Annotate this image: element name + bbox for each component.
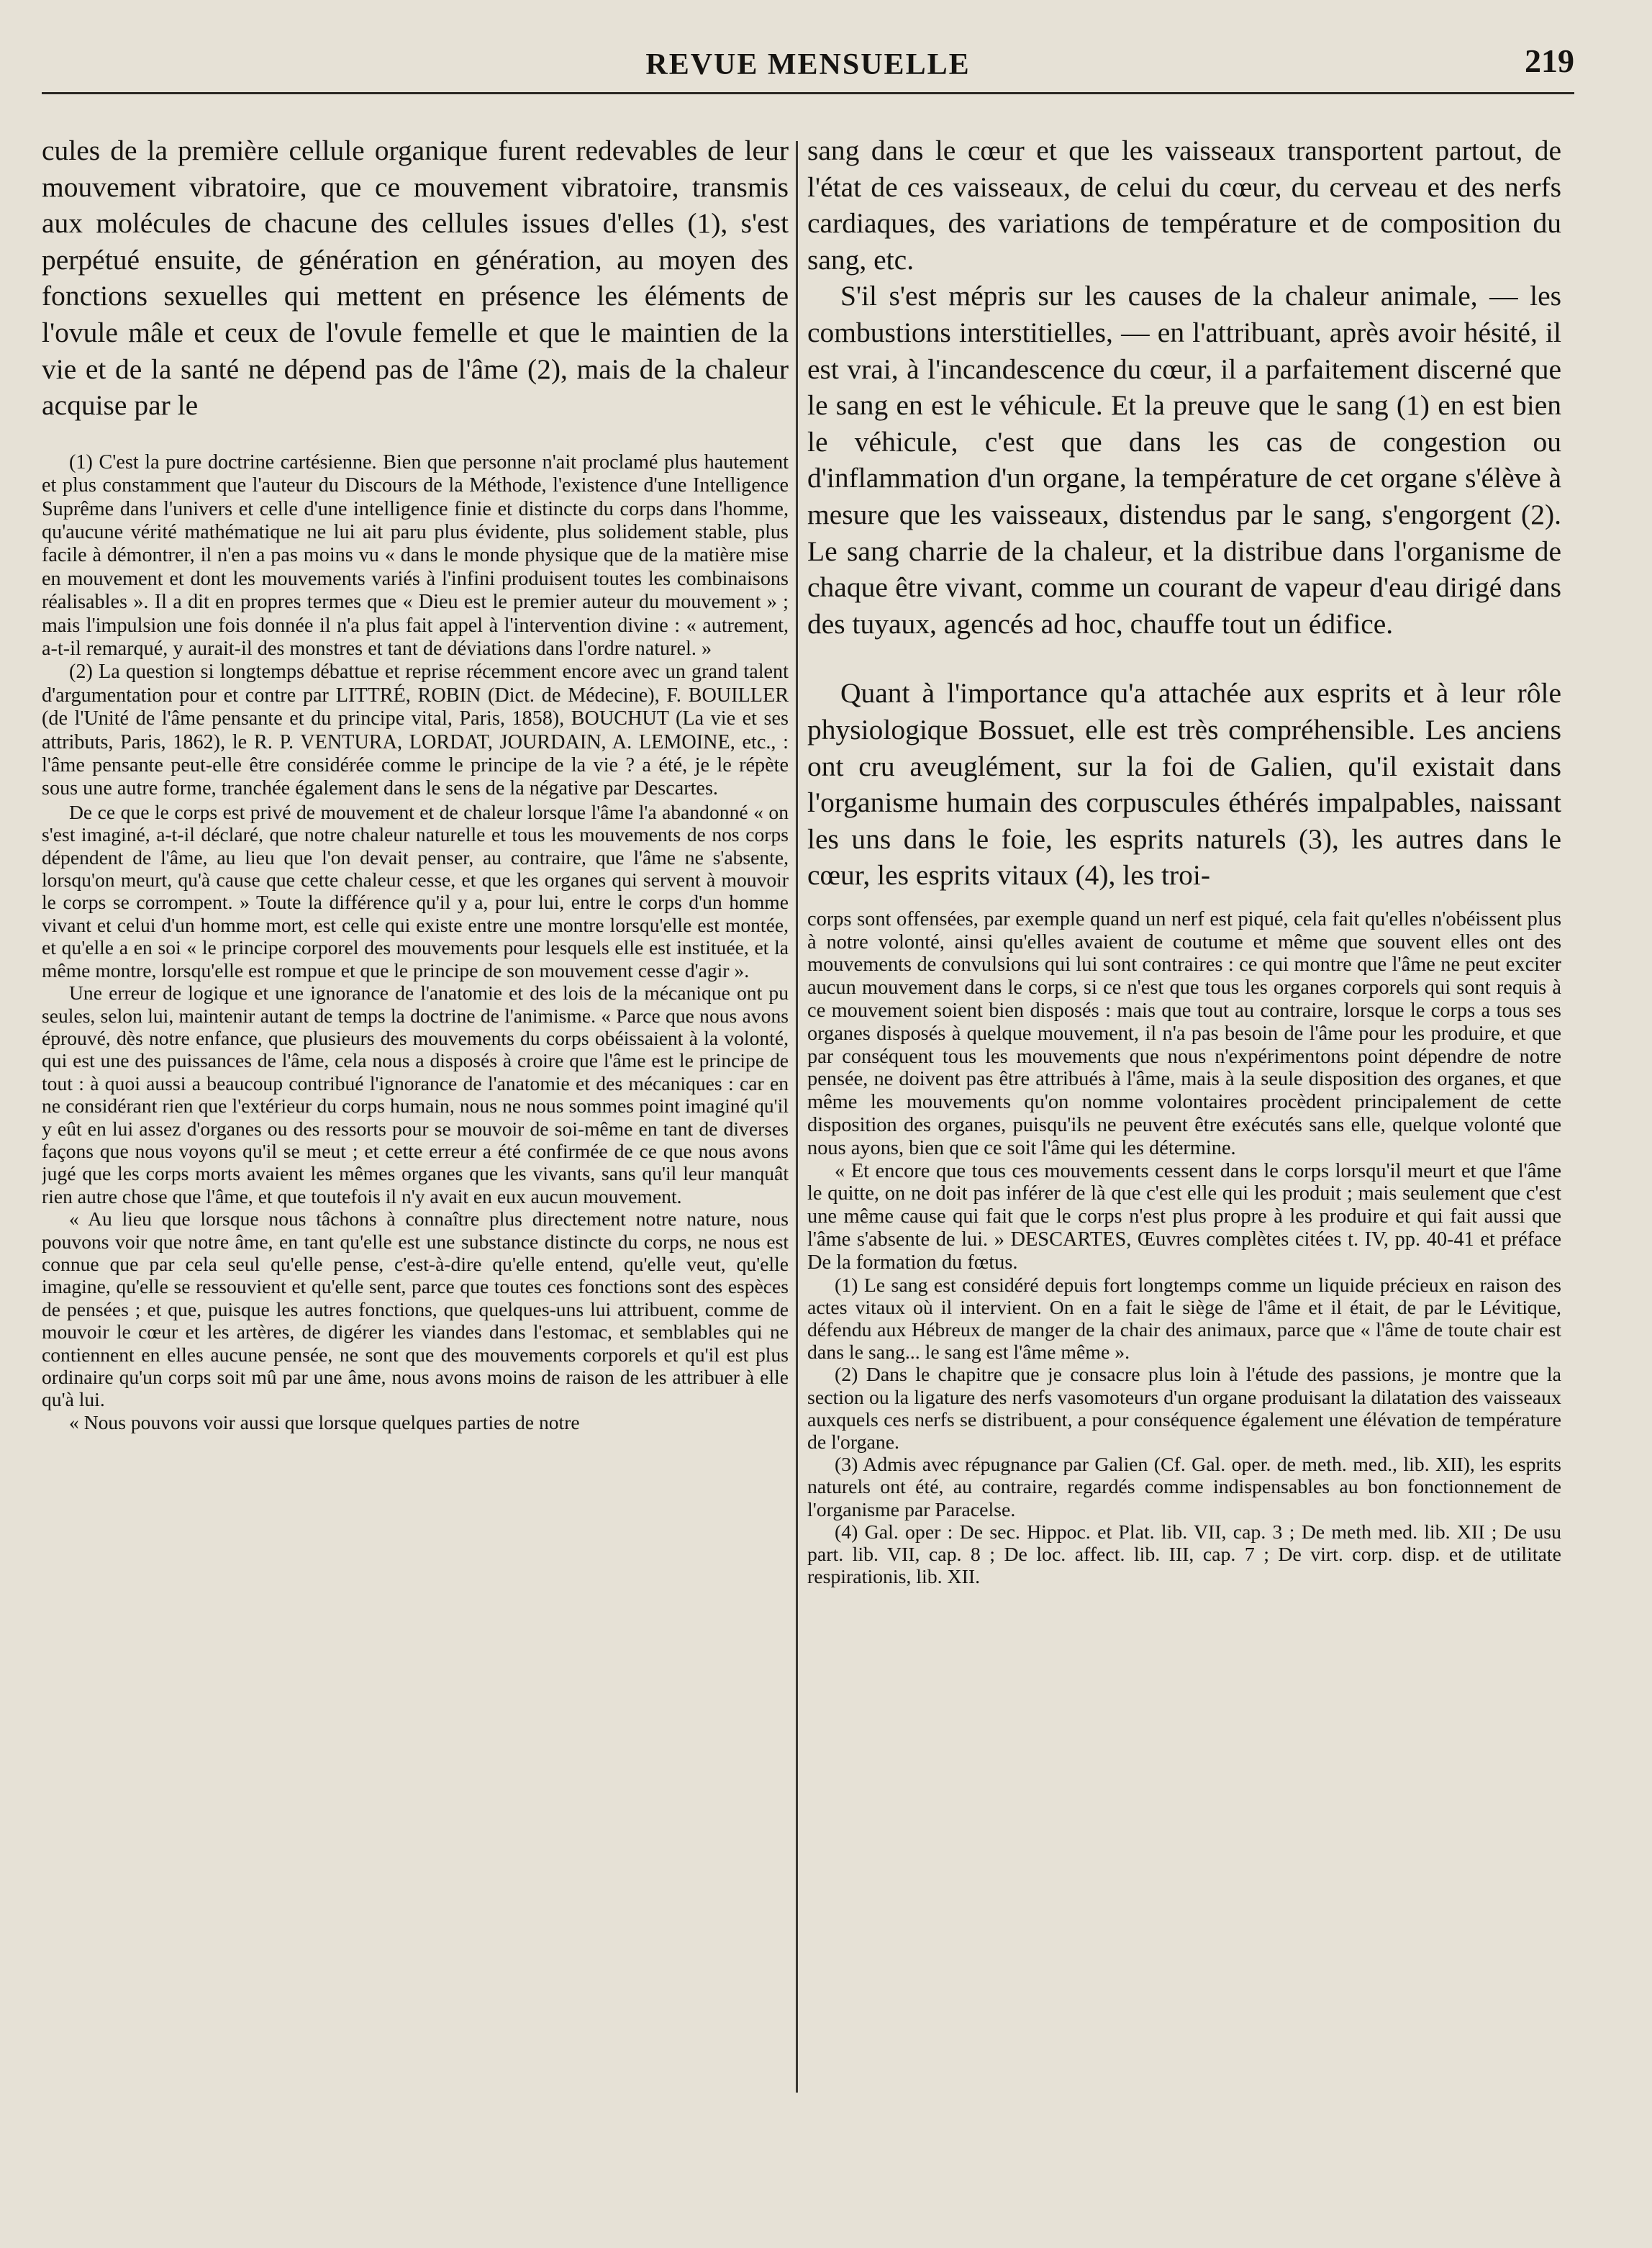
left-footnotes [42,451,789,1433]
right-column [807,132,1561,2190]
footnote-cont: corps sont offensées, par exemple quand un nerf est piqué, cela fait qu'elles n'obéissent plus à notre volonté, ainsi qu'elles avaient de coutume et même que souvent elles ont des mouvements de convulsions qui lui sont contraires : ce qui montre que l'âme ne peut exciter aucun mouvement dans le corps, si ce n'est que tous les organes corporels qui sont requis à ce mouvement soient bien disposés : mais que tout au contraire, lorsque le corps a tous ses organes disposés à quelque mouvement, il n'a pas besoin de l'âme pour les produire, et que par conséquent tous les mouvements que nous n'expérimentons point dépendre de notre pensée, ne doivent pas être attribués à l'âme, mais à la seule disposition des organes, et que même les mouvements qu'on nomme volontaires procèdent principalement de cette disposition des organes, puisqu'ils ne peuvent être exécutés sans elle, quelque volonté que nous ayons, bien que ce soit l'âme qui les détermine. [807,907,1561,1159]
right-footnotes [807,908,1561,1589]
footnote-2-cont-d: « Nous pouvons voir aussi que lorsque quelques parties de notre [69,1410,580,1433]
footnote-r1: (1) Le sang est considéré depuis fort longtemps comme un liquide précieux en raison des actes vitaux où il intervient. On en a fait le siège de l'âme et il était, de par le Lévitique, défendu aux Hébreux de manger de la chair des animaux, parce que « l'âme de toute chair est dans le sang... le sang est l'âme même ». [807,1274,1561,1364]
footnote-2-cont-a: De ce que le corps est privé de mouvement et de chaleur lorsque l'âme l'a abandonné « on s'est imaginé, a-t-il déclaré, que notre chaleur naturelle et tous les mouvements de nos corps dépendent de l'âme, au lieu que l'on devait penser, au contraire, que l'âme ne s'absente, lorsqu'on meurt, qu'à cause que cette chaleur cesse, et que les organes qui servent à mouvoir le corps se corrompent. » Toute la différence qu'il y a, pour lui, entre le corps d'un homme vivant et celui d'un homme mort, est celle qui existe entre une montre lorsqu'elle est montée, et qu'elle a en soi « le principe corporel des mouvements pour lesquels elle est instituée, et la même montre, lorsqu'elle est rompue et que le principe de son mouvement cesse d'agir ». [42,800,789,982]
footnote-r3: (3) Admis avec répugnance par Galien (Cf. Gal. oper. de meth. med., lib. XII), les esprits naturels ont été, au contraire, regardés comme indispensables au bon fonctionnement de l'organisme par Paracelse. [807,1454,1561,1521]
footnote-r4: (4) Gal. oper : De sec. Hippoc. et Plat. lib. VII, cap. 3 ; De meth med. lib. XII ; De usu part. lib. VII, cap. 8 ; De loc. affect. lib. III, cap. 7 ; De virt. corp. disp. et de utilitate respirationis, lib. XII. [807,1520,1561,1589]
page-number: 219 [1525,42,1574,79]
right-body-text [807,132,1561,642]
left-body-text [42,132,789,424]
right-body-paragraph-3: Quant à l'importance qu'a attachée aux esprits et à leur rôle physiologique Bossuet, elle est très compréhensible. Les anciens ont cru aveuglément, sur la foi de Galien, qu'il existait dans l'organisme humain des corpuscules éthérés impalpables, naissant les uns dans le foie, les esprits naturels (3), les autres dans le cœur, les esprits vitaux (4), les troi- [807,677,1561,892]
footnote-1: (1) C'est la pure doctrine cartésienne. Bien que personne n'ait proclamé plus hautement et plus constamment que l'auteur du Discours de la Méthode, l'existence d'une Intelligence Suprême dans l'univers et celle d'une intelligence finie et distincte du corps dans l'homme, qu'aucune vérité mathématique ne lui ait paru plus évidente, plus solidement stable, plus facile à démontrer, il n'en a pas moins vu « dans le monde physique que de la matière mise en mouvement et dont les mouvements variés à l'infini produisent toutes les combinaisons réalisables ». Il a dit en propres termes que « Dieu est le premier auteur du mouvement » ; mais l'impulsion une fois donnée il n'a plus fait appel à l'intervention divine : « autrement, a-t-il remarqué, y aurait-il des monstres et tant de déviations dans l'ordre naturel. » [42,450,789,660]
footnote-2-cont-b: Une erreur de logique et une ignorance de l'anatomie et des lois de la mécanique ont pu seules, selon lui, maintenir autant de temps la doctrine de l'animisme. « Parce que nous avons éprouvé, dès notre enfance, que plusieurs des mouvements du corps obéissaient à la volonté, qui est une des puissances de l'âme, cela nous a disposés à croire que l'âme est le principe de tout : à quoi aussi a beaucoup contribué l'ignorance de l'anatomie et des mécaniques : car en ne considérant rien que l'extérieur du corps humain, nous ne nous sommes point imaginé qu'il y eût en lui assez d'organes ou des ressorts pour se mouvoir de soi-même en tant de diverses façons que nous voyons qu'il se meut ; et cette erreur a été confirmée de ce que nous avons jugé que les corps morts avaient les mêmes organes que les vivants, sans qu'il leur manquât rien autre chose que l'âme, et que toutefois il n'y avait en eux aucun mouvement. [42,982,789,1207]
right-body-paragraph-2: S'il s'est mépris sur les causes de la chaleur animale, — les combustions interstitielles, — en l'attribuant, après avoir hésité, il est vrai, à l'incandescence du cœur, il a parfaitement discerné que le sang en est le véhicule. Et la preuve que le sang (1) en est bien le véhicule, c'est que dans les cas de congestion ou d'inflammation d'un organe, la température de cet organe s'élève à mesure que les vaisseaux, distendus par le sang, s'engorgent (2). Le sang charrie de la chaleur, et la distribue dans l'organisme de chaque être vivant, comme un courant de vapeur d'eau dirigé dans des tuyaux, agencés ad hoc, chauffe tout un édifice. [807,280,1561,640]
footnote-r2: (2) Dans le chapitre que je consacre plus loin à l'étude des passions, je montre que la section ou la ligature des nerfs vasomoteurs d'un organe produisant la dilatation des vaisseaux auxquels ces nerfs se distribuent, a pour conséquence également une élévation de température de l'organe. [807,1364,1561,1454]
footnote-2-cont-c: « Au lieu que lorsque nous tâchons à connaître plus directement notre nature, nous pouvons voir que notre âme, en tant qu'elle est une substance distincte du corps, ne nous est connue que par cela seul qu'elle pense, c'est-à-dire qu'elle entend, qu'elle veut, qu'elle imagine, qu'elle se ressouvient et qu'elle sent, parce que toutes ces fonctions sont des espèces de pensées ; et que, puisque les autres fonctions, que quelques-uns lui attribuent, comme de mouvoir le cœur et les artères, de digérer les viandes dans l'estomac, et semblables qui ne contiennent en elles aucune pensée, ne sont que des mouvements corporels et qu'il est plus ordinaire qu'un corps soit mû par une âme, nous avons moins de raison de les attribuer à elle qu'à lui. [42,1207,789,1411]
left-body-paragraph: cules de la première cellule organique furent redevables de leur mouvement vibratoire, que ce mouvement vibratoire, transmis aux molécules de chacune des cellules issues d'elles (1), s'est perpétué ensuite, de génération en génération, au moyen des fonctions sexuelles qui mettent en présence les éléments de l'ovule mâle et ceux de l'ovule femelle et que le maintien de la vie et de la santé ne dépend pas de l'âme (2), mais de la chaleur acquise par le [42,135,789,422]
footnote-quote: « Et encore que tous ces mouvements cessent dans le corps lorsqu'il meurt et que l'âme le quitte, on ne doit pas inférer de là que c'est elle qui les produit ; mais seulement que c'est une même cause qui fait que le corps n'est plus propre à les produire et qui fait aussi que l'âme s'absente de lui. » DESCARTES, Œuvres complètes citées t. IV, pp. 40-41 et préface De la formation du fœtus. [807,1159,1561,1274]
column-divider [796,141,798,2093]
running-head: REVUE MENSUELLE [645,48,971,81]
footnote-2: (2) La question si longtemps débattue et reprise récemment encore avec un grand talent d'argumentation pour et contre par LITTRÉ, ROBIN (Dict. de Médecine), F. BOUILLER (de l'Unité de l'âme pensante et du principe vital, Paris, 1858), BOUCHUT (La vie et ses attributs, Paris, 1862), le R. P. VENTURA, LORDAT, JOURDAIN, A. LEMOINE, etc., : l'âme pensante peut-elle être considérée comme le principe de la vie ? a été, je le répète sous une autre forme, tranchée également dans le sens de la négative par Descartes. [42,661,789,800]
page-header [42,35,1574,94]
left-column [42,132,789,2190]
right-body-paragraph-1: sang dans le cœur et que les vaisseaux transportent partout, de l'état de ces vaisseaux, de celui du cœur, du cerveau et des nerfs cardiaques, des variations de température et de composition du sang, etc. [807,135,1561,276]
right-body-text-2 [807,675,1561,894]
